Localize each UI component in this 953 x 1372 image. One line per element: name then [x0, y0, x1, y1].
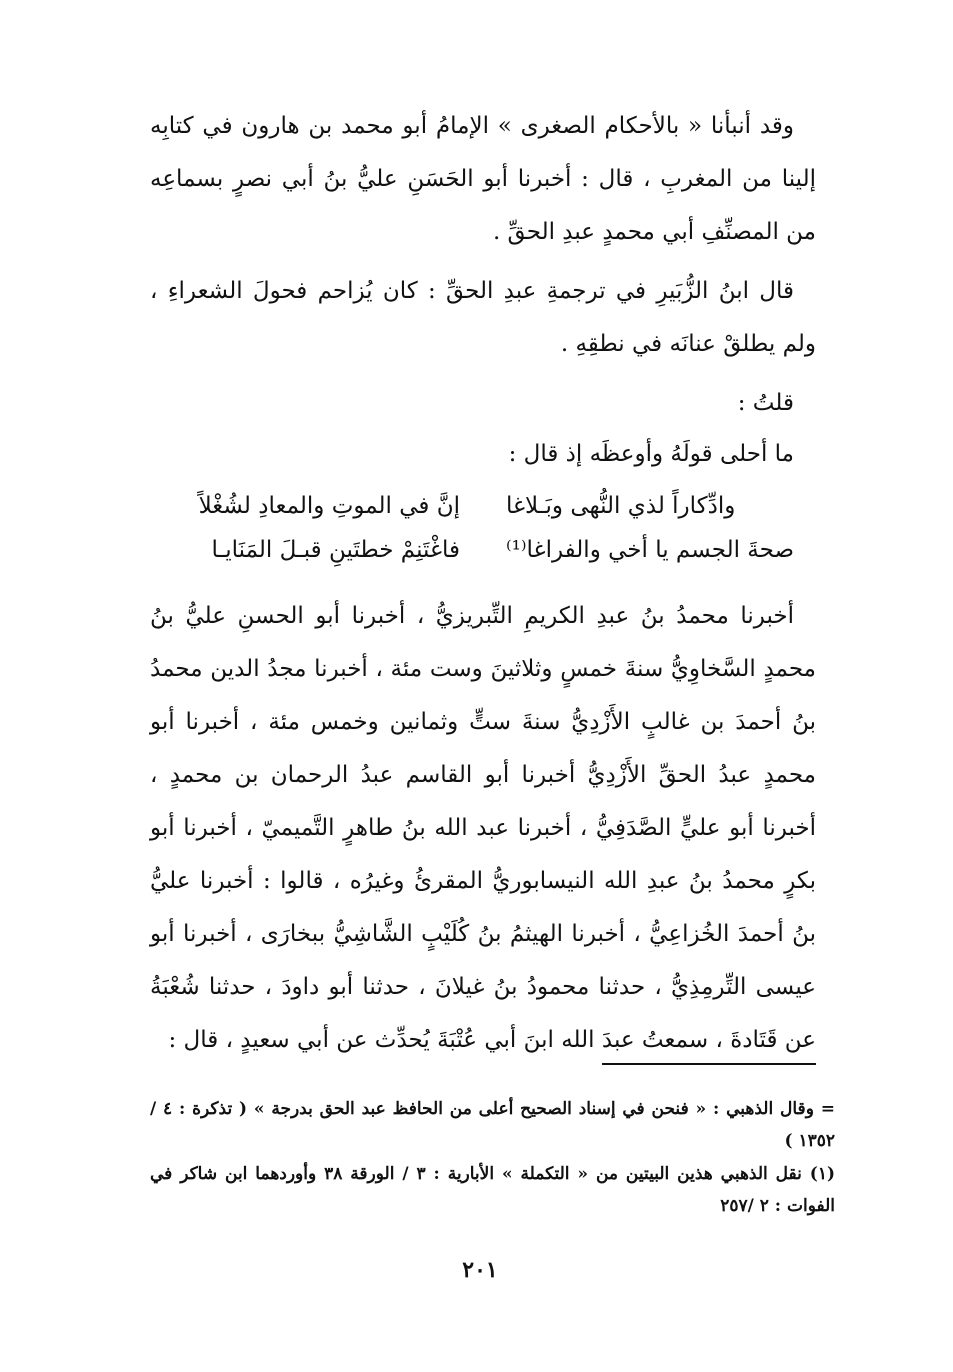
verse-2-second-hemistich: صحةَ الجسم يا أخي والفراغا⁽¹⁾	[506, 537, 795, 563]
paragraph-poem-intro: ما أحلى قولَهُ وأوعظَه إذ قال :	[508, 441, 794, 467]
paragraph-ibn-zubayr: قال ابنُ الزُّبَيرِ في ترجمةِ عبدِ الحقِّ : كان يُزاحم فحولَ الشعراءِ ، ولم يطلقْ عنانَه في نطقِهِ .	[150, 278, 816, 357]
footnote-1: (١) نقل الذهبي هذين البيتين من « التكملة » الأبارية : ٣ / الورقة ٣٨ وأوردهما ابن شاكر في الفوات : ٢ /٢٥٧	[150, 1164, 835, 1216]
poem-verse-2	[150, 530, 816, 570]
verse-1-first-hemistich: إنَّ في الموتِ والمعادِ لشُغْلاً	[198, 493, 460, 519]
verse-2-first-hemistich: فاغْتَنِمْ خطتَينِ قبـلَ المَنَايـا	[211, 537, 460, 563]
verse-1-second-hemistich: وادِّكاراً لذي النُّهى وبَـلاغا	[506, 493, 736, 519]
poem-verse-1	[150, 486, 816, 526]
paragraph-hadith-chain: أخبرنا محمدُ بنُ عبدِ الكريمِ التِّبريزيُّ ، أخبرنا أبو الحسنِ عليُّ بنُ محمدٍ السَّخاوِيُّ سنةَ خمسٍ وثلاثينَ وست مئة ، أخبرنا مجدُ الدين محمدُ بنُ أحمدَ بن غالبٍ الأَزْدِيُّ سنةَ ستٍّ وثمانين وخمس مئة ، أخبرنا أبو محمدٍ عبدُ الحقِّ الأَزْدِيُّ أخبرنا أبو القاسم عبدُ الرحمان بن محمدٍ ، أخبرنا أبو عليٍّ الصَّدَفِيُّ ، أخبرنا عبد الله بنُ طاهرٍ التَّميميّ ، أخبرنا أبو بكرٍ محمدُ بنُ عبدِ الله النيسابوريُّ المقرئُ وغيرُه ، قالوا : أخبرنا عليُّ بنُ أحمدَ الخُزاعِيُّ ، أخبرنا الهيثمُ بنُ كُلَيْبٍ الشَّاشِيُّ ببخارَى ، أخبرنا أبو عيسى التِّرمِذِيُّ ، حدثنا محمودُ بنُ غيلانَ ، حدثنا أبو داودَ ، حدثنا شُعْبَةُ عن قَتَادةَ ، سمعتُ عبدَ الله ابنَ أبي عُتْبَةَ يُحدِّث عن أبي سعيدٍ ، قال :	[150, 603, 816, 1053]
footnote-divider	[602, 1063, 816, 1065]
page-number: ٢٠١	[462, 1257, 498, 1283]
paragraph-isnad-intro: وقد أنبأنا « بالأحكام الصغرى » الإمامُ أبو محمد بن هارون في كتابِه إلينا من المغربِ ، قال : أخبرنا أبو الحَسَنِ عليُّ بنُ أبي نصرٍ بسماعِه من المصنِّفِ أبي محمدٍ عبدِ الحقِّ .	[150, 113, 816, 245]
paragraph-qultu: قلتُ :	[737, 390, 794, 416]
footnote-continuation: = وقال الذهبي : « فنحن في إسناد الصحيح أعلى من الحافظ عبد الحق بدرجة » ( تذكرة : ٤ /١٣٥٢ )	[150, 1099, 835, 1151]
